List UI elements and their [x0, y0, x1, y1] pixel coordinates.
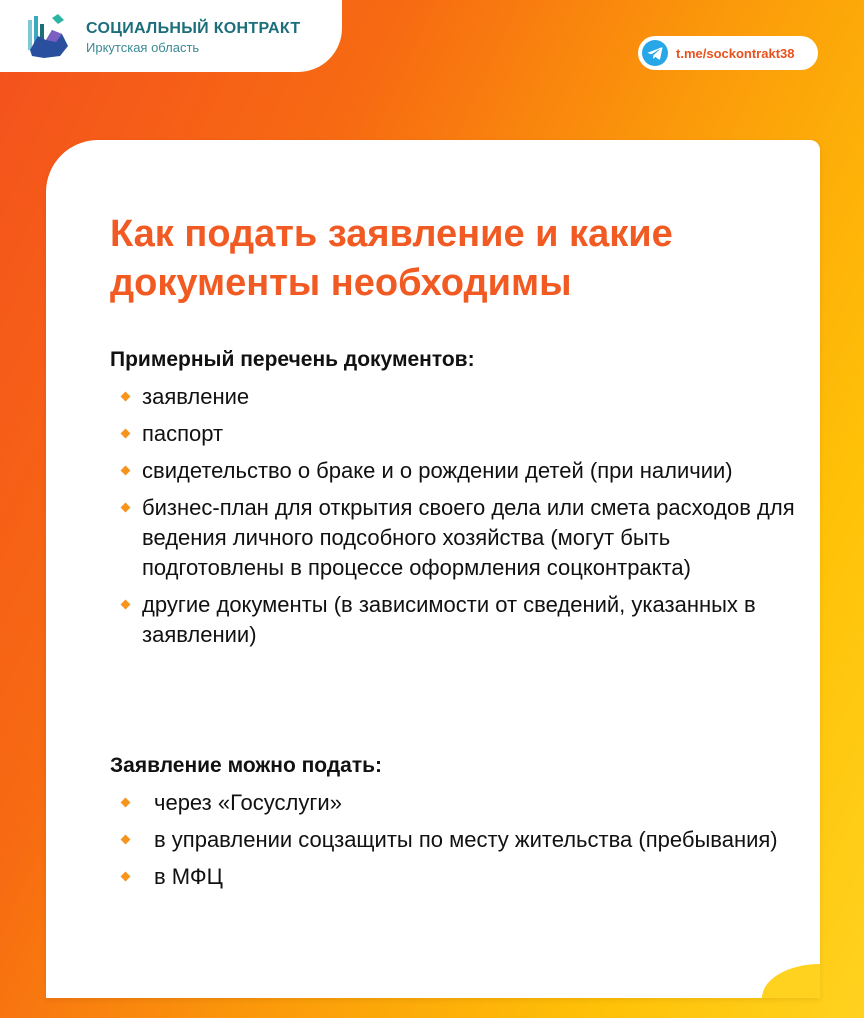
- telegram-link-text: t.me/sockontrakt38: [676, 45, 795, 61]
- list-item-text: паспорт: [142, 421, 224, 446]
- telegram-icon: [642, 40, 668, 66]
- list-item: [120, 788, 800, 818]
- brand-logo: [0, 0, 342, 72]
- list-item-text: в управлении соцзащиты по месту жительства (пребывания): [154, 827, 778, 852]
- list-item-text: в МФЦ: [154, 864, 223, 889]
- telegram-link[interactable]: [638, 36, 818, 70]
- documents-section-title: Примерный перечень документов:: [110, 348, 475, 371]
- brand-subtitle: Иркутская область: [86, 40, 200, 55]
- list-item-text: бизнес-план для открытия своего дела или смета расходов для ведения личного подсобного хозяйства (могут быть подготовлены в процессе оформления соцконтракта): [142, 495, 795, 580]
- apply-section-title: Заявление можно подать:: [110, 754, 383, 777]
- list-item: [120, 493, 800, 583]
- diamond-bullet-icon: [121, 835, 131, 845]
- diamond-bullet-icon: [121, 429, 131, 439]
- page-title: Как подать заявление и какие документы необходимы: [110, 213, 673, 304]
- brand-title: СОЦИАЛЬНЫЙ КОНТРАКТ: [86, 20, 301, 37]
- list-item-text: свидетельство о браке и о рождении детей (при наличии): [142, 458, 733, 483]
- decorative-corner: [762, 964, 820, 998]
- list-item: [120, 825, 800, 855]
- list-item-text: заявление: [142, 384, 250, 409]
- list-item: [120, 382, 800, 412]
- diamond-bullet-icon: [121, 872, 131, 882]
- list-item-text: другие документы (в зависимости от сведений, указанных в заявлении): [142, 592, 756, 647]
- list-item: [120, 590, 800, 650]
- list-item: [120, 419, 800, 449]
- diamond-bullet-icon: [121, 392, 131, 402]
- list-item: [120, 456, 800, 486]
- apply-methods-list: [120, 788, 800, 899]
- info-card: [46, 140, 820, 998]
- list-item-text: через «Госуслуги»: [154, 790, 342, 815]
- diamond-bullet-icon: [121, 466, 131, 476]
- diamond-bullet-icon: [121, 798, 131, 808]
- diamond-bullet-icon: [121, 503, 131, 513]
- documents-list: [120, 382, 800, 657]
- diamond-bullet-icon: [121, 600, 131, 610]
- list-item: [120, 862, 800, 892]
- region-map-logo-icon: [22, 10, 74, 62]
